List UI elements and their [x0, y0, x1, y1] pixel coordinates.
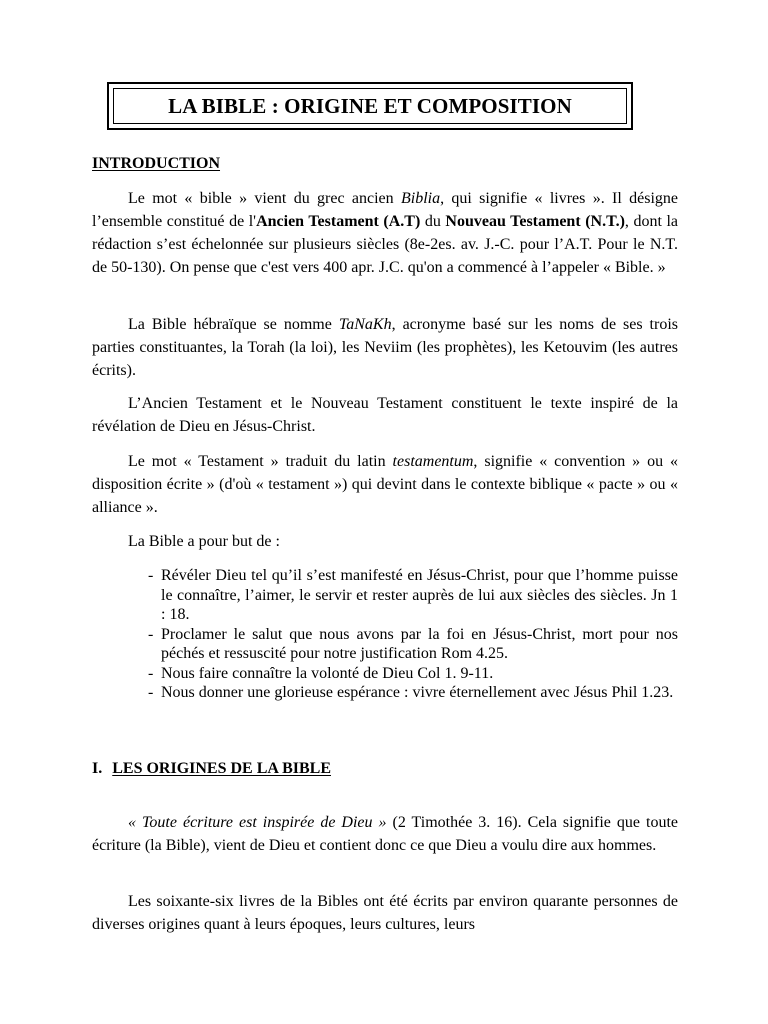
italic-term: TaNaKh: [338, 316, 392, 333]
introduction-heading: INTRODUCTION: [92, 155, 221, 172]
list-item: - Nous faire connaître la volonté de Dieu Col 1. 9-11.: [148, 664, 678, 684]
text-span: Le mot « bible » vient du grec ancien: [128, 190, 401, 207]
list-item: - Nous donner une glorieuse espérance : vivre éternellement avec Jésus Phil 1.23.: [148, 683, 678, 703]
text-span: , signifie « convention » ou « disposition écrite » (d'où « testament ») qui devint dans le contexte biblique « pacte » ou « alliance ».: [92, 453, 679, 516]
section-1-paragraph-1: [92, 811, 678, 857]
intro-paragraph-2: [92, 313, 678, 382]
text-span: (2 Timothée 3. 16). Cela signifie que toute écriture (la Bible), vient de Dieu et contient donc ce que Dieu a voulu dire aux hommes.: [92, 814, 678, 854]
bold-term: Nouveau Testament (N.T.): [445, 213, 625, 230]
document-title: LA BIBLE : ORIGINE ET COMPOSITION: [168, 94, 572, 118]
text-span: , dont la rédaction s’est échelonnée sur plusieurs siècles (8e-2es. av. J.-C. pour l’A.T. Pour le N.T. de 50-130). On pense que c'est vers 400 apr. J.C. qu'on a commencé à l’appeler « Bible. »: [92, 213, 679, 276]
list-item: - Révéler Dieu tel qu’il s’est manifesté en Jésus-Christ, pour que l’homme puisse le connaître, l’aimer, le servir et rester auprès de lui aux siècles des siècles. Jn 1 : 18.: [148, 566, 678, 625]
text-span: , qui signifie « livres ». Il désigne l’ensemble constitué de l': [92, 190, 678, 230]
quotation: « Toute écriture est inspirée de Dieu »: [128, 814, 387, 831]
text-span: Le mot « Testament » traduit du latin: [128, 453, 393, 470]
text-span: , acronyme basé sur les noms de ses trois parties constituantes, la Torah (la loi), les Neviim (les prophètes), les Ketouvim (les autres écrits).: [92, 316, 679, 379]
intro-paragraph-1: [92, 187, 678, 279]
text-span: du: [420, 213, 446, 230]
bold-term: Ancien Testament (A.T): [256, 213, 421, 230]
intro-paragraph-3: L’Ancien Testament et le Nouveau Testament constituent le texte inspiré de la révélation de Dieu en Jésus-Christ.: [92, 395, 678, 435]
italic-term: testamentum: [392, 453, 474, 470]
section-1-heading: [92, 759, 331, 779]
italic-term: Biblia: [400, 190, 441, 207]
intro-paragraph-5: La Bible a pour but de :: [128, 533, 280, 550]
section-number: I.: [92, 760, 103, 777]
purpose-list: [148, 566, 678, 703]
section-title: LES ORIGINES DE LA BIBLE: [112, 760, 331, 777]
section-1-paragraph-2: Les soixante-six livres de la Bibles ont été écrits par environ quarante personnes de diverses origines quant à leurs époques, leurs cultures, leurs: [92, 893, 678, 933]
intro-paragraph-4: [92, 450, 678, 519]
text-span: La Bible hébraïque se nomme: [128, 316, 339, 333]
list-item: - Proclamer le salut que nous avons par la foi en Jésus-Christ, mort pour nos péchés et ressuscité pour notre justification Rom 4.25.: [148, 625, 678, 664]
title-box: [107, 82, 633, 130]
